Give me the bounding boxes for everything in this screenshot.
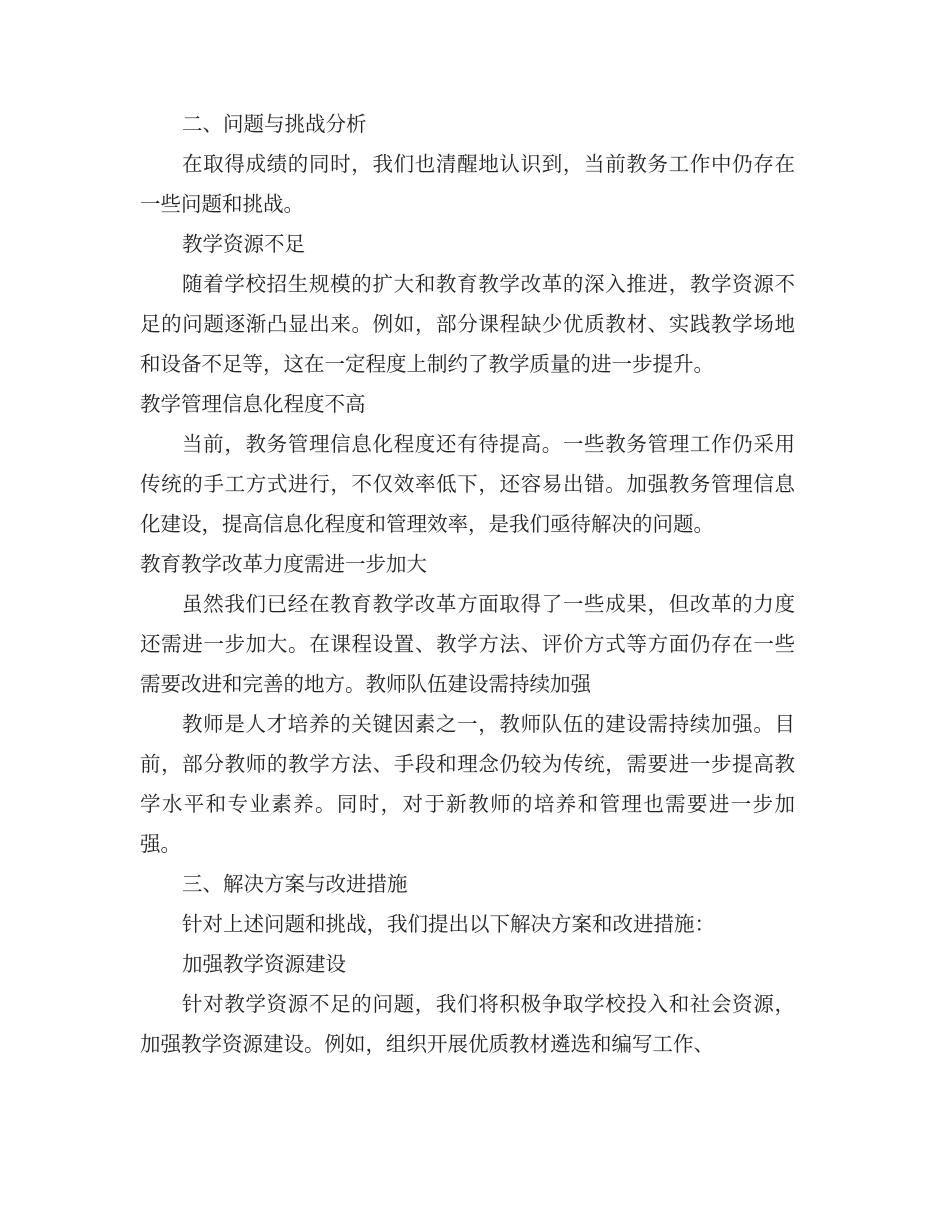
subheading: 教学资源不足 xyxy=(182,232,305,256)
section-heading: 三、解决方案与改进措施 xyxy=(182,872,408,896)
subheading: 教学管理信息化程度不高 xyxy=(140,392,366,416)
paragraph: 教师是人才培养的关键因素之一，教师队伍的建设需持续加强。目前，部分教师的教学方法、手段和理念仍较为传统，需要进一步提高教学水平和专业素养。同时，对于新教师的培养和管理也需要进一步加强。 xyxy=(140,712,795,856)
paragraph: 当前，教务管理信息化程度还有待提高。一些教务管理工作仍采用传统的手工方式进行，不仅效率低下，还容易出错。加强教务管理信息化建设，提高信息化程度和管理效率，是我们亟待解决的问题。 xyxy=(140,432,795,536)
paragraph: 虽然我们已经在教育教学改革方面取得了一些成果，但改革的力度还需进一步加大。在课程设置、教学方法、评价方式等方面仍存在一些需要改进和完善的地方。教师队伍建设需持续加强 xyxy=(140,592,795,696)
paragraph: 随着学校招生规模的扩大和教育教学改革的深入推进，教学资源不足的问题逐渐凸显出来。例如，部分课程缺少优质教材、实践教学场地和设备不足等，这在一定程度上制约了教学质量的进一步提升。 xyxy=(140,272,795,376)
paragraph: 针对教学资源不足的问题，我们将积极争取学校投入和社会资源，加强教学资源建设。例如，组织开展优质教材遴选和编写工作、 xyxy=(140,992,795,1056)
paragraph: 针对上述问题和挑战，我们提出以下解决方案和改进措施： xyxy=(182,912,715,936)
subheading: 加强教学资源建设 xyxy=(182,952,346,976)
section-heading: 二、问题与挑战分析 xyxy=(182,112,367,136)
paragraph: 在取得成绩的同时，我们也清醒地认识到，当前教务工作中仍存在一些问题和挑战。 xyxy=(140,152,795,216)
subheading: 教育教学改革力度需进一步加大 xyxy=(140,552,427,576)
document-body xyxy=(140,104,795,1064)
